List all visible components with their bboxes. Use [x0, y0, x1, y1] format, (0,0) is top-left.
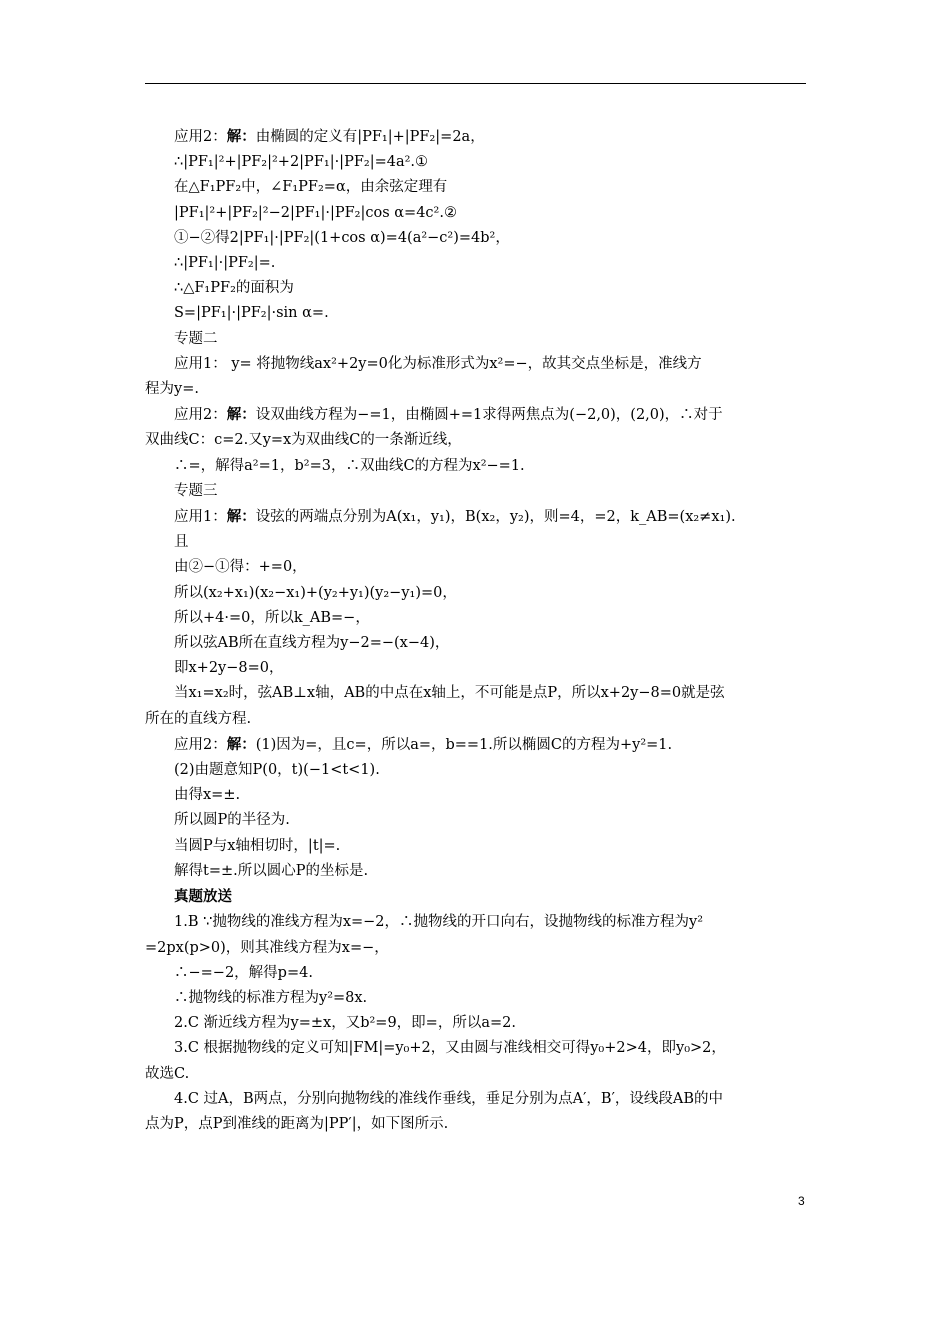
line-text: 且 [174, 534, 189, 551]
line-text: 所以(x₂+x₁)(x₂−x₁)+(y₂+y₁)(y₂−y₁)=0， [174, 584, 457, 601]
line-text: 点为P，点P到准线的距离为|PP′|，如下图所示. [145, 1115, 449, 1132]
solution-label: 解： [226, 406, 256, 424]
text-line [145, 226, 806, 251]
text-line [145, 936, 806, 961]
text-line [145, 504, 806, 530]
text-line [145, 428, 806, 453]
solution-label: 解： [226, 735, 256, 753]
text-line [145, 301, 806, 326]
line-text: 双曲线C：c=2.又y=x为双曲线C的一条渐近线， [145, 432, 462, 449]
text-line [145, 758, 806, 783]
line-text: 故选C. [145, 1065, 190, 1082]
text-line [145, 808, 806, 833]
line-text: ∴|PF₁|²+|PF₂|²+2|PF₁|·|PF₂|=4a².① [174, 154, 429, 171]
page-number: 3 [798, 1194, 805, 1208]
text-line [145, 681, 806, 706]
text-line [145, 732, 806, 758]
line-text: 在△F₁PF₂中，∠F₁PF₂=α，由余弦定理有 [174, 179, 448, 196]
document-body [145, 124, 806, 1137]
text-line [145, 555, 806, 580]
text-line [145, 150, 806, 175]
text-line [145, 402, 806, 428]
line-text: 当x₁=x₂时，弦AB⊥x轴，AB的中点在x轴上，不可能是点P，所以x+2y−8=0就是弦 [174, 685, 725, 702]
line-text: S=|PF₁|·|PF₂|·sin α=. [174, 305, 329, 322]
line-text: 程为y=. [145, 381, 199, 398]
line-text: ①−②得2|PF₁|·|PF₂|(1+cos α)=4(a²−c²)=4b²， [174, 229, 510, 246]
text-line [145, 707, 806, 732]
line-text: 1.B ∵抛物线的准线方程为x=−2，∴抛物线的开口向右，设抛物线的标准方程为y² [174, 914, 704, 931]
text-line [145, 175, 806, 200]
line-text: 所在的直线方程. [145, 710, 252, 727]
section-heading: 真题放送 [174, 888, 232, 906]
text-line [145, 834, 806, 859]
text-line [145, 276, 806, 301]
text-line [145, 454, 806, 479]
text-line [145, 1036, 806, 1061]
application-label: 应用2： [174, 129, 227, 145]
text-line [145, 352, 806, 377]
text-line [145, 606, 806, 631]
text-line [145, 783, 806, 808]
line-text: ∴=，解得a²=1，b²=3，∴双曲线C的方程为x²−=1. [174, 457, 525, 474]
line-text: 由得x=±. [174, 787, 241, 804]
text-line [145, 327, 806, 352]
text-line [145, 1011, 806, 1036]
text-line [145, 656, 806, 681]
text-line [145, 377, 806, 402]
line-text: ∴抛物线的标准方程为y²=8x. [174, 989, 368, 1006]
line-text: 3.C 根据抛物线的定义可知|FM|=y₀+2，又由圆与准线相交可得y₀+2>4，即y₀>2， [174, 1040, 726, 1057]
line-text: ∴|PF₁|·|PF₂|=. [174, 255, 276, 272]
application-label: 应用2： [174, 407, 227, 424]
line-text: 解得t=±.所以圆心P的坐标是. [174, 862, 369, 879]
application-label: 应用2： [174, 736, 227, 753]
line-text: 所以+4·=0，所以k_AB=−， [174, 609, 370, 626]
line-text: 即x+2y−8=0， [174, 660, 284, 677]
text-line [145, 251, 806, 276]
text-line [145, 479, 806, 504]
text-line [145, 859, 806, 884]
text-line [145, 1062, 806, 1087]
line-text: 由②−①得：+=0， [174, 559, 307, 576]
line-text: |PF₁|²+|PF₂|²−2|PF₁|·|PF₂|cos α=4c².② [174, 204, 457, 221]
text-line [145, 581, 806, 606]
line-text: 由椭圆的定义有|PF₁|+|PF₂|=2a， [255, 129, 485, 145]
text-line [145, 201, 806, 226]
text-line [145, 1112, 806, 1137]
solution-label: 解： [226, 128, 256, 145]
line-text: 专题三 [174, 482, 218, 499]
line-text: 专题二 [174, 330, 218, 347]
text-line [145, 884, 806, 910]
line-text: (2)由题意知P(0，t)(−1<t<1). [174, 762, 380, 779]
line-text: 所以圆P的半径为. [174, 812, 290, 829]
line-text: (1)因为=，且c=，所以a=，b==1.所以椭圆C的方程为+y²=1. [255, 736, 673, 753]
header-rule [145, 83, 806, 84]
line-text: 当圆P与x轴相切时，|t|=. [174, 837, 341, 854]
solution-label: 解： [226, 508, 256, 526]
line-text: 应用1： y= 将抛物线ax²+2y=0化为标准形式为x²=−，故其交点坐标是，准线方 [174, 355, 702, 372]
text-line [145, 530, 806, 555]
text-line [145, 986, 806, 1011]
line-text: ∴−=−2，解得p=4. [174, 964, 313, 981]
line-text: =2px(p>0)，则其准线方程为x=−， [145, 939, 389, 956]
line-text: 设弦的两端点分别为A(x₁，y₁)，B(x₂，y₂)，则=4，=2，k_AB=(x₂≠x₁). [255, 509, 736, 526]
text-line [145, 1087, 806, 1112]
line-text: 2.C 渐近线方程为y=±x，又b²=9，即=，所以a=2. [174, 1015, 516, 1032]
line-text: 4.C 过A，B两点，分别向抛物线的准线作垂线，垂足分别为点A′，B′，设线段AB的中 [174, 1090, 724, 1107]
text-line [145, 910, 806, 935]
line-text: 所以弦AB所在直线方程为y−2=−(x−4)， [174, 635, 450, 652]
text-line [145, 631, 806, 656]
line-text: ∴△F₁PF₂的面积为 [174, 280, 294, 297]
application-label: 应用1： [174, 509, 227, 526]
text-line [145, 961, 806, 986]
line-text: 设双曲线方程为−=1，由椭圆+=1求得两焦点为(−2,0)，(2,0)，∴对于 [255, 407, 723, 424]
text-line [145, 124, 806, 150]
